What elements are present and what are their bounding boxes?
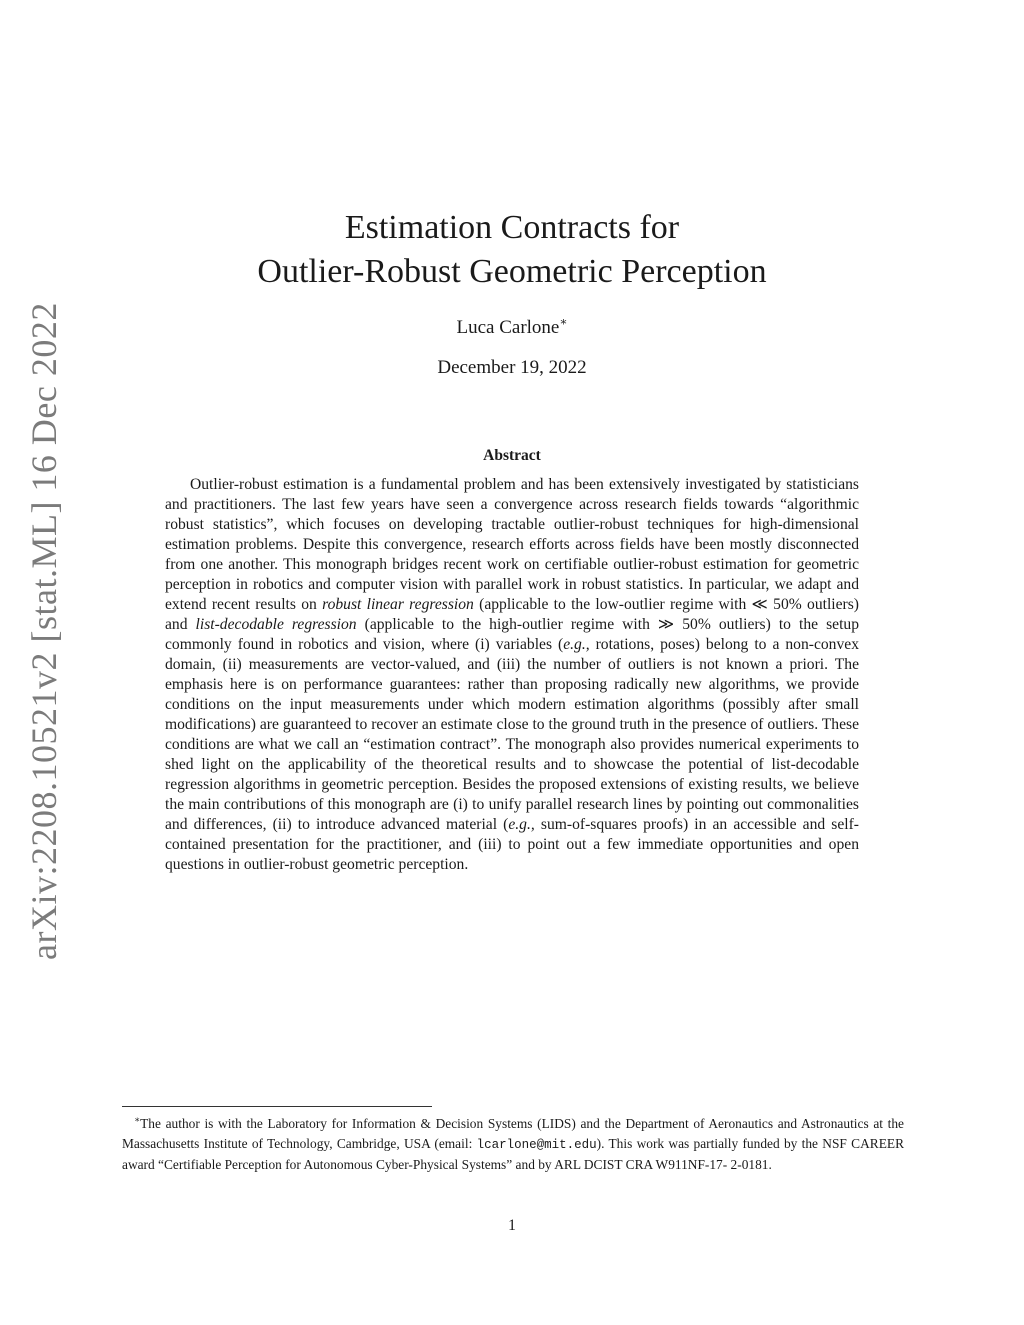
abstract-body	[165, 475, 859, 875]
abstract-emphasis: list-decodable regression	[195, 616, 357, 633]
abstract-emphasis: e.g.,	[563, 636, 590, 653]
abstract-text: (applicable to the low-outlier regime with ≪ 50% outliers) and	[165, 596, 859, 633]
abstract-text: rotations, poses) belong to a non-convex domain, (ii) measurements are vector-valued, and (iii) the number of outliers is not known a priori. The emphasis here is on performance guarantees: rather than proposing radically new algorithms, we provide conditions on the input measurements under which modern estimation algorithms (possibly after small modifications) are guaranteed to recover an estimate close to the ground truth in the presence of outliers. These conditions are what we call an “estimation contract”. The monograph also provides numerical experiments to shed light on the applicability of the theoretical results and to showcase the potential of list-decodable regression algorithms in geometric perception. Besides the proposed extensions of existing results, we believe the main contributions of this monograph are (i) to unify parallel research lines by pointing out commonalities and differences, (ii) to introduce advanced material (	[165, 636, 859, 833]
footnote-mark: ∗	[134, 1114, 141, 1125]
footnote-text: ). This work was partially funded by the NSF CAREER award “Certifiable Perception for Autonomous Cyber-Physical Systems” and by ARL DCIST CRA W911NF-17- 2-0181.	[122, 1135, 904, 1172]
abstract-text: sum-of-squares proofs) in an accessible and self-contained presentation for the practitioner, and (iii) to point out a few immediate opportunities and open questions in outlier-robust geometric perception.	[165, 816, 859, 873]
page-number: 1	[508, 1217, 516, 1234]
author-name: Luca Carlone	[456, 317, 560, 338]
abstract-text: Outlier-robust estimation is a fundamental problem and has been extensively investigated by statisticians and practitioners. The last few years have seen a convergence across research fields towards “algorithmic robust statistics”, which focuses on developing tractable outlier-robust techniques for high-dimensional estimation problems. Despite this convergence, research efforts across fields have been mostly disconnected from one another. This monograph bridges recent work on certifiable outlier-robust estimation for geometric perception in robotics and computer vision with parallel work in robust statistics. In particular, we adapt and extend recent results on	[165, 476, 859, 613]
author-email: lcarlone@mit.edu	[476, 1137, 597, 1152]
author-footnote-mark: ∗	[559, 314, 568, 329]
title-line-2: Outlier-Robust Geometric Perception	[257, 253, 767, 290]
title-line-1: Estimation Contracts for	[344, 209, 680, 246]
paper-date: December 19, 2022	[437, 357, 587, 378]
abstract-emphasis: e.g.,	[508, 816, 535, 833]
abstract-heading: Abstract	[483, 447, 541, 464]
author-line	[0, 316, 1024, 340]
footnote-divider	[122, 1106, 432, 1107]
abstract-emphasis: robust linear regression	[322, 596, 474, 613]
abstract-text: (applicable to the high-outlier regime with ≫ 50% outliers) to the setup commonly found in robotics and vision, where (i) variables (	[165, 616, 859, 653]
author-footnote	[122, 1114, 904, 1175]
arxiv-identifier-stamp: arXiv:2208.10521v2 [stat.ML] 16 Dec 2022	[24, 302, 64, 960]
footnote-text: The author is with the Laboratory for Information & Decision Systems (LIDS) and the Department of Aeronautics and Astronautics at the Massachusetts Institute of Technology, Cambridge, USA (email:	[122, 1116, 904, 1151]
paper-title	[0, 206, 1024, 294]
